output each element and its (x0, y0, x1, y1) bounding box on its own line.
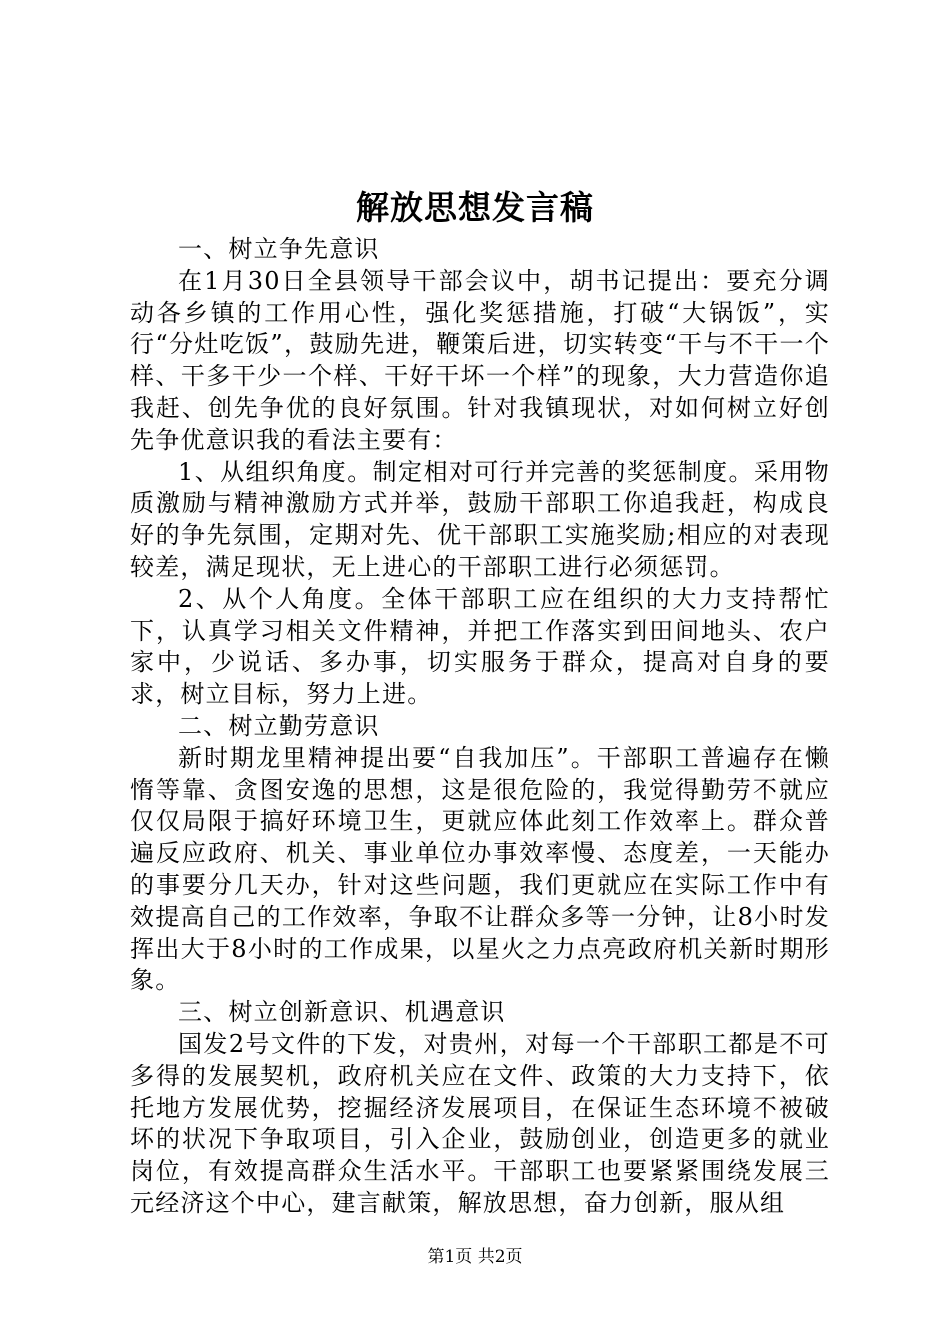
paragraph: 在1月30日全县领导干部会议中，胡书记提出：要充分调动各乡镇的工作用心性，强化奖惩措施，打破“大锅饭”，实行“分灶吃饭”，鼓励先进，鞭策后进，切实转变“干与不干一个样、干多干少一个样、干好干坏一个样”的现象，大力营造你追我赶、创先争优的良好氛围。针对我镇现状，对如何树立好创先争优意识我的看法主要有： (130, 266, 830, 454)
section-heading-2: 二、树立勤劳意识 (178, 711, 380, 740)
section-heading-3: 三、树立创新意识、机遇意识 (178, 998, 506, 1027)
paragraph: 1、从组织角度。制定相对可行并完善的奖惩制度。采用物质激励与精神激励方式并举，鼓励干部职工你追我赶，构成良好的争先氛围，定期对先、优干部职工实施奖励;相应的对表现较差，满足现状，无上进心的干部职工进行必须惩罚。 (130, 457, 830, 581)
document-body (130, 234, 830, 1220)
section-heading-1: 一、树立争先意识 (178, 235, 380, 263)
paragraph: 新时期龙里精神提出要“自我加压”。干部职工普遍存在懒惰等靠、贪图安逸的思想，这是很危险的，我觉得勤劳不就应仅仅局限于搞好环境卫生，更就应体此刻工作效率上。群众普遍反应政府、机关、事业单位办事效率慢、态度差，一天能办的事要分几天办，针对这些问题，我们更就应在实际工作中有效提高自己的工作效率，争取不让群众多等一分钟，让8小时发挥出大于8小时的工作成果，以星火之力点亮政府机关新时期形象。 (130, 743, 830, 995)
page-number-footer: 第1页 共2页 (427, 1247, 523, 1267)
paragraph: 2、从个人角度。全体干部职工应在组织的大力支持帮忙下，认真学习相关文件精神，并把工作落实到田间地头、农户家中，少说话、多办事，切实服务于群众，提高对自身的要求，树立目标，努力上进。 (130, 584, 830, 709)
paragraph: 国发2号文件的下发，对贵州，对每一个干部职工都是不可多得的发展契机，政府机关应在文件、政策的大力支持下，依托地方发展优势，挖掘经济发展项目，在保证生态环境不被破坏的状况下争取项目，引入企业，鼓励创业，创造更多的就业岗位，有效提高群众生活水平。干部职工也要紧紧围绕发展三元经济这个中心，建言献策，解放思想，奋力创新，服从组 (130, 1029, 830, 1217)
document-title: 解放思想发言稿 (356, 188, 594, 227)
